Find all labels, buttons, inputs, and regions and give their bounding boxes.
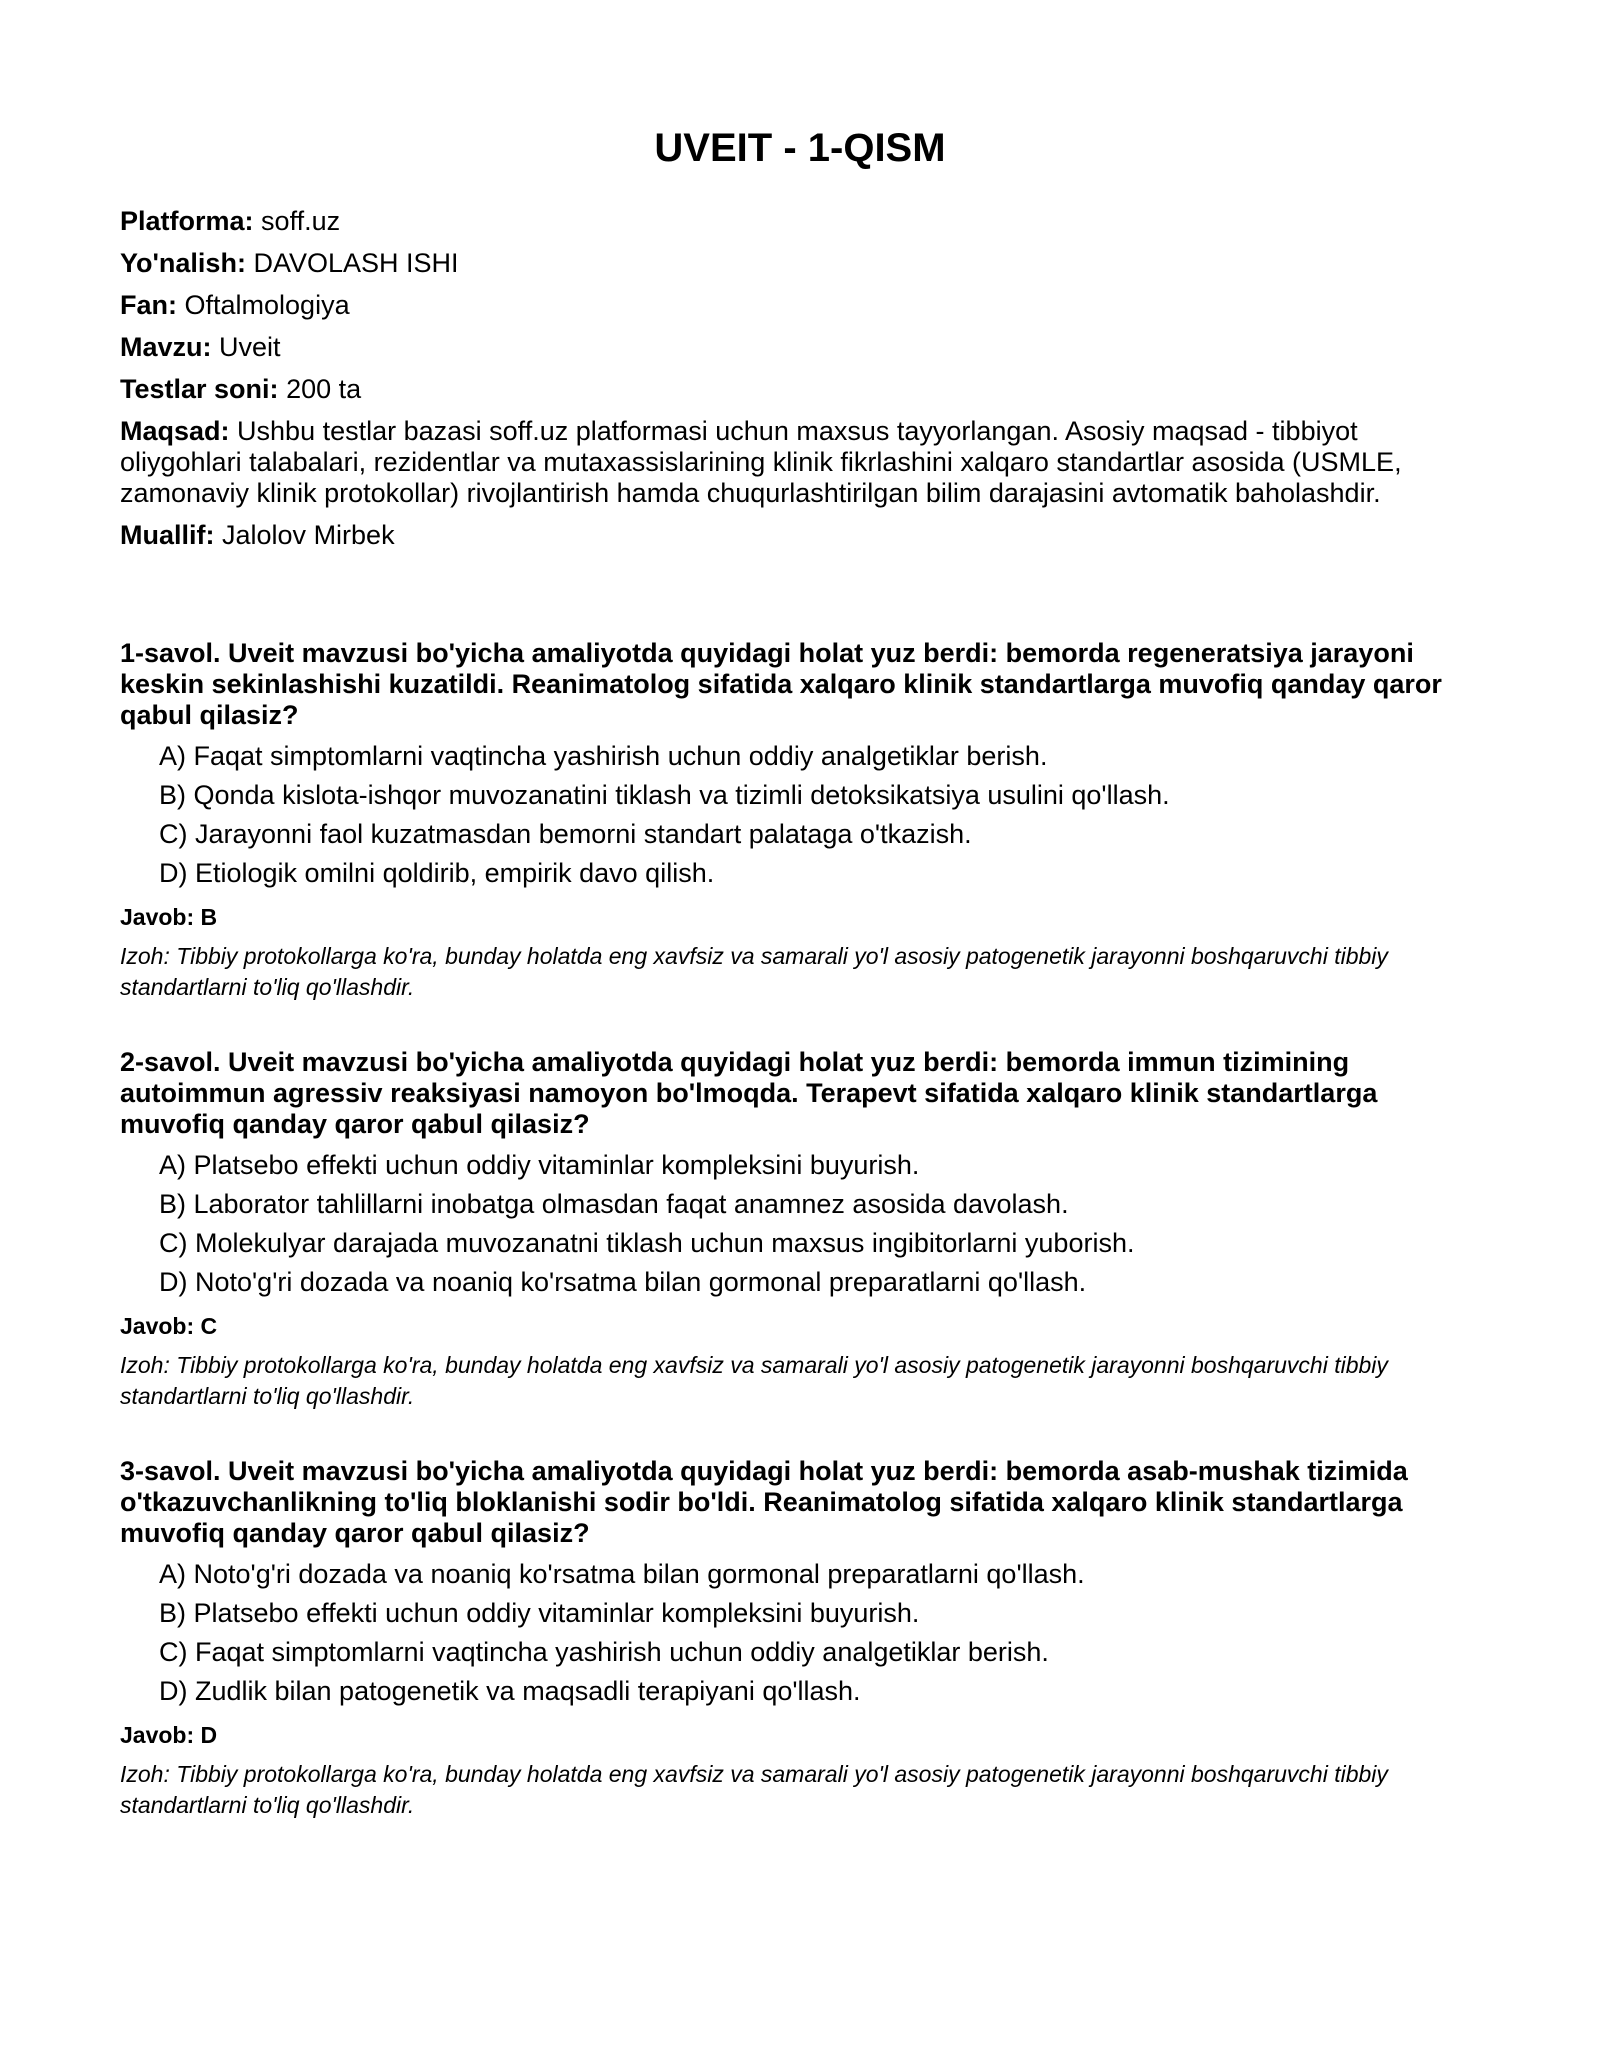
meta-label: Testlar soni:: [120, 374, 279, 404]
question-1: [120, 638, 1480, 1003]
answer-option-d: D) Etiologik omilni qoldirib, empirik davo qilish.: [159, 858, 715, 888]
metadata-block: [120, 206, 1480, 551]
document-page: [120, 0, 1480, 1821]
answer-option-b: B) Laborator tahlillarni inobatga olmasdan faqat anamnez asosida davolash.: [159, 1189, 1069, 1219]
correct-answer: Javob: D: [120, 1722, 218, 1748]
answer-option-d: D) Noto'g'ri dozada va noaniq ko'rsatma bilan gormonal preparatlarni qo'llash.: [159, 1267, 1087, 1297]
answer-option-a: A) Faqat simptomlarni vaqtincha yashirish uchun oddiy analgetiklar berish.: [159, 741, 1048, 771]
meta-value: Uveit: [219, 332, 281, 362]
meta-label: Maqsad:: [120, 416, 230, 446]
meta-value: Oftalmologiya: [184, 290, 350, 320]
meta-mavzu: [120, 332, 1480, 363]
explanation: Izoh: Tibbiy protokollarga ko'ra, bunday holatda eng xavfsiz va samarali yo'l asosiy patogenetik jarayonni boshqaruvchi tibbiy standartlarni to'liq qo'llashdir.: [120, 1352, 1388, 1409]
meta-testlar-soni: [120, 374, 1480, 405]
meta-value: Jalolov Mirbek: [222, 520, 395, 550]
question-text: 2-savol. Uveit mavzusi bo'yicha amaliyotda quyidagi holat yuz berdi: bemorda immun tizimining autoimmun agressiv reaksiyasi namoyon bo'lmoqda. Terapevt sifatida xalqaro klinik standartlarga muvofiq qanday qaror qabul qilasiz?: [120, 1047, 1378, 1139]
meta-muallif: [120, 520, 1480, 551]
meta-label: Muallif:: [120, 520, 215, 550]
meta-fan: [120, 290, 1480, 321]
question-text: 3-savol. Uveit mavzusi bo'yicha amaliyotda quyidagi holat yuz berdi: bemorda asab-mushak tizimida o'tkazuvchanlikning to'liq bloklanishi sodir bo'ldi. Reanimatolog sifatida xalqaro klinik standartlarga muvofiq qanday qaror qabul qilasiz?: [120, 1456, 1408, 1548]
question-2: [120, 1047, 1480, 1412]
document-title: UVEIT - 1-QISM: [654, 126, 946, 170]
meta-label: Fan:: [120, 290, 177, 320]
meta-label: Mavzu:: [120, 332, 212, 362]
correct-answer: Javob: C: [120, 1313, 218, 1339]
meta-maqsad: [120, 416, 1480, 509]
correct-answer: Javob: B: [120, 904, 218, 930]
meta-yonalish: [120, 248, 1480, 279]
meta-label: Yo'nalish:: [120, 248, 246, 278]
answer-option-c: C) Molekulyar darajada muvozanatni tiklash uchun maxsus ingibitorlarni yuborish.: [159, 1228, 1135, 1258]
meta-value: DAVOLASH ISHI: [253, 248, 459, 278]
answer-option-a: A) Noto'g'ri dozada va noaniq ko'rsatma bilan gormonal preparatlarni qo'llash.: [159, 1559, 1085, 1589]
answer-option-b: B) Platsebo effekti uchun oddiy vitaminlar kompleksini buyurish.: [159, 1598, 920, 1628]
explanation: Izoh: Tibbiy protokollarga ko'ra, bunday holatda eng xavfsiz va samarali yo'l asosiy patogenetik jarayonni boshqaruvchi tibbiy standartlarni to'liq qo'llashdir.: [120, 1761, 1388, 1818]
meta-value: soff.uz: [261, 206, 341, 236]
answer-option-a: A) Platsebo effekti uchun oddiy vitaminlar kompleksini buyurish.: [159, 1150, 920, 1180]
question-text: 1-savol. Uveit mavzusi bo'yicha amaliyotda quyidagi holat yuz berdi: bemorda regeneratsiya jarayoni keskin sekinlashishi kuzatildi. Reanimatolog sifatida xalqaro klinik standartlarga muvofiq qanday qaror qabul qilasiz?: [120, 638, 1442, 730]
answer-option-d: D) Zudlik bilan patogenetik va maqsadli terapiyani qo'llash.: [159, 1676, 861, 1706]
question-3: [120, 1456, 1480, 1821]
meta-value: 200 ta: [286, 374, 362, 404]
meta-platforma: [120, 206, 1480, 237]
answer-option-c: C) Jarayonni faol kuzatmasdan bemorni standart palataga o'tkazish.: [159, 819, 972, 849]
explanation: Izoh: Tibbiy protokollarga ko'ra, bunday holatda eng xavfsiz va samarali yo'l asosiy patogenetik jarayonni boshqaruvchi tibbiy standartlarni to'liq qo'llashdir.: [120, 943, 1388, 1000]
answer-option-c: C) Faqat simptomlarni vaqtincha yashirish uchun oddiy analgetiklar berish.: [159, 1637, 1049, 1667]
meta-value: Ushbu testlar bazasi soff.uz platformasi uchun maxsus tayyorlangan. Asosiy maqsad - tibbiyot oliygohlari talabalari, rezidentlar va mutaxassislarining klinik fikrlashini xalqaro standartlar asosida (USMLE, zamonaviy klinik protokollar) rivojlantirish hamda chuqurlashtirilgan bilim darajasini avtomatik baholashdir.: [120, 416, 1402, 508]
answer-option-b: B) Qonda kislota-ishqor muvozanatini tiklash va tizimli detoksikatsiya usulini qo'llash.: [159, 780, 1170, 810]
meta-label: Platforma:: [120, 206, 254, 236]
